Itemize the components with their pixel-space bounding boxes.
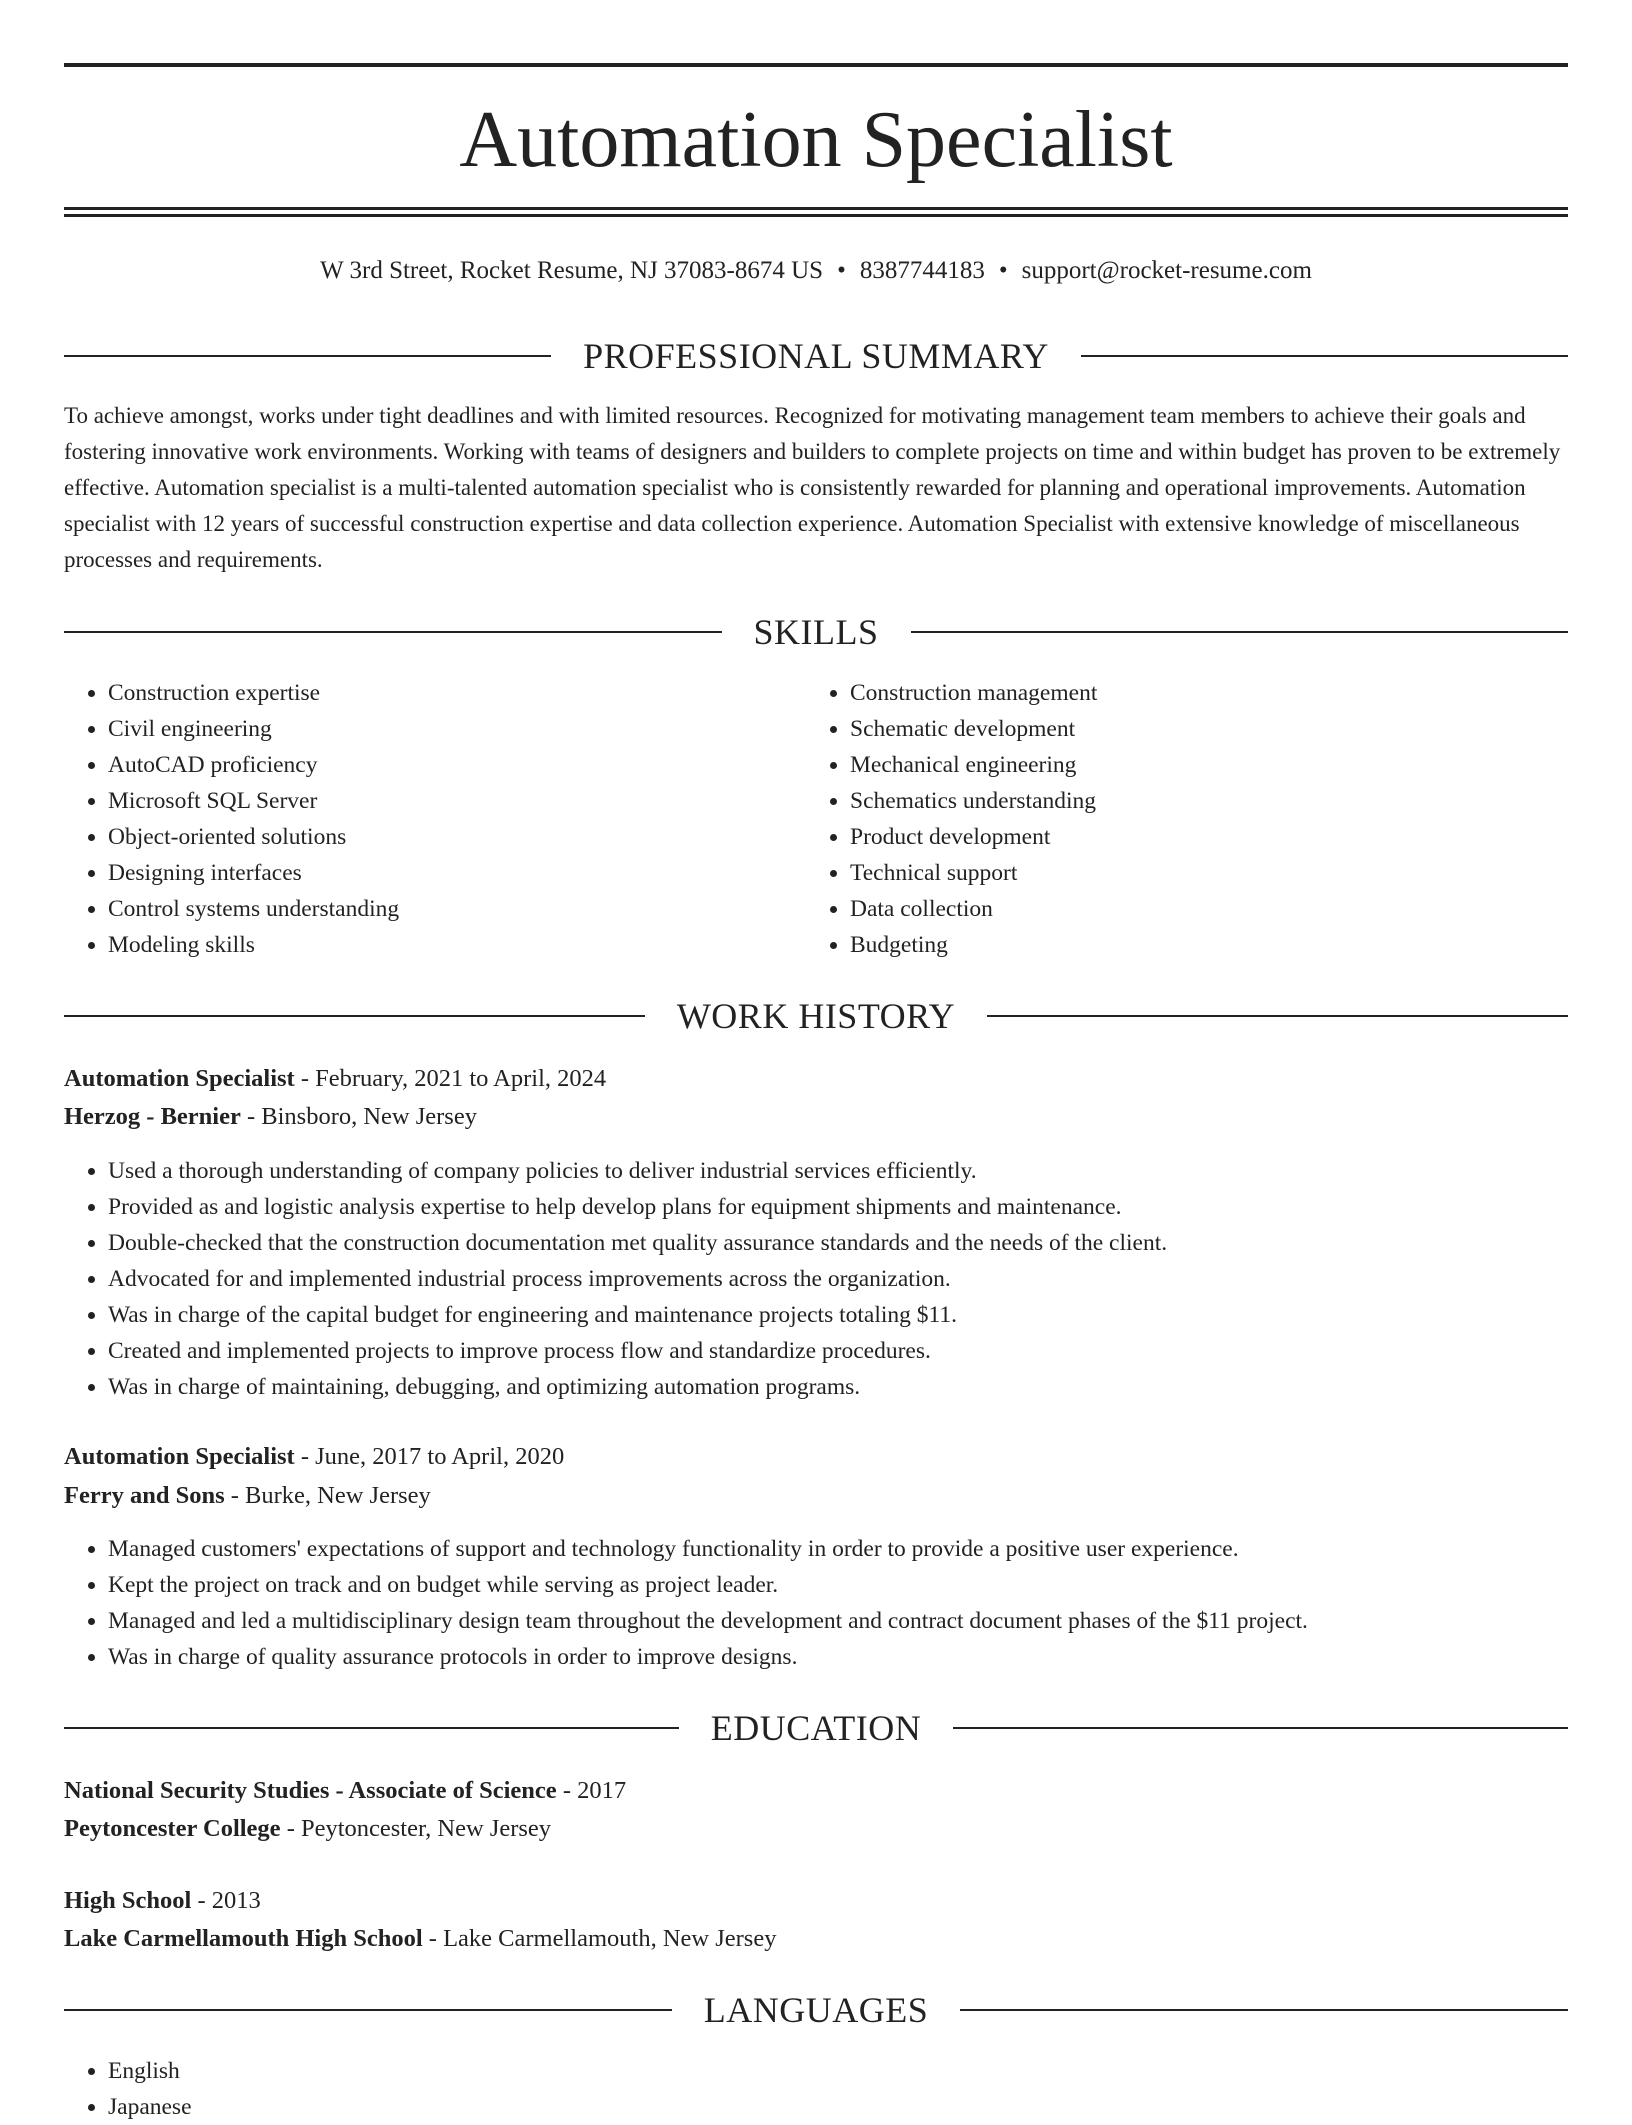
job-title-line bbox=[64, 1060, 1568, 1098]
section-rule bbox=[64, 631, 722, 633]
job-bullet: • Used a thorough understanding of company policies to deliver industrial services efficiently. bbox=[108, 1153, 1612, 1189]
language-item: • English bbox=[108, 2053, 1612, 2089]
skills-list-left bbox=[64, 675, 808, 963]
job-bullet: • Advocated for and implemented industrial process improvements across the organization. bbox=[108, 1261, 1612, 1297]
skill-item: • Microsoft SQL Server bbox=[108, 783, 808, 819]
job-bullet: • Provided as and logistic analysis expertise to help develop plans for equipment shipments and maintenance. bbox=[108, 1189, 1612, 1225]
section-rule bbox=[1081, 355, 1568, 357]
section-header-summary bbox=[64, 334, 1568, 378]
skill-item: • Product development bbox=[850, 819, 1610, 855]
language-item: • Japanese bbox=[108, 2089, 1612, 2125]
job-company: Herzog - Bernier bbox=[64, 1103, 241, 1130]
job-location: - Binsboro, New Jersey bbox=[240, 1103, 477, 1130]
skill-item: • Construction management bbox=[850, 675, 1610, 711]
education-school-line bbox=[64, 1810, 1568, 1848]
section-title: LANGUAGES bbox=[703, 1990, 929, 2030]
title-double-rule-upper bbox=[64, 207, 1568, 210]
job-company-line bbox=[64, 1477, 1568, 1515]
skill-item: • Budgeting bbox=[850, 927, 1610, 963]
job-bullet-list bbox=[64, 1531, 1612, 1675]
job-company: Ferry and Sons bbox=[64, 1482, 225, 1509]
languages-list bbox=[64, 2053, 1612, 2125]
summary-text: To achieve amongst, works under tight deadlines and with limited resources. Recognized for motivating management team members to achieve their goals and fostering innovative work environments. Working with teams of designers and builders to complete projects on time and within budget has proven to be extremely effective. Automation specialist is a multi-talented automation specialist who is consistently rewarded for planning and operational improvements. Automation specialist with 12 years of successful construction expertise and data collection experience. Automation Specialist with extensive knowledge of miscellaneous processes and requirements. bbox=[64, 403, 1561, 572]
job-title: Automation Specialist bbox=[64, 1443, 295, 1470]
section-header-skills bbox=[64, 610, 1568, 654]
education-school: Lake Carmellamouth High School bbox=[64, 1925, 423, 1952]
job-title: Automation Specialist bbox=[64, 1065, 295, 1092]
title-double-rule-lower bbox=[64, 214, 1568, 217]
section-title: WORK HISTORY bbox=[676, 996, 956, 1036]
skill-item: • Technical support bbox=[850, 855, 1610, 891]
section-title: SKILLS bbox=[753, 612, 879, 652]
skill-item: • Civil engineering bbox=[108, 711, 808, 747]
skill-item: • AutoCAD proficiency bbox=[108, 747, 808, 783]
skill-item: • Control systems understanding bbox=[108, 891, 808, 927]
skill-item: • Designing interfaces bbox=[108, 855, 808, 891]
education-school: Peytoncester College bbox=[64, 1815, 281, 1842]
job-bullet: • Created and implemented projects to improve process flow and standardize procedures. bbox=[108, 1333, 1612, 1369]
job-company-line bbox=[64, 1098, 1568, 1136]
job-bullet-list bbox=[64, 1153, 1612, 1405]
top-rule bbox=[64, 63, 1568, 67]
job-bullet: • Was in charge of the capital budget for engineering and maintenance projects totaling $11. bbox=[108, 1297, 1612, 1333]
section-rule bbox=[953, 1727, 1568, 1729]
skills-list-right bbox=[806, 675, 1610, 963]
section-title: EDUCATION bbox=[710, 1708, 922, 1748]
job-bullet: • Kept the project on track and on budget while serving as project leader. bbox=[108, 1567, 1612, 1603]
section-rule bbox=[64, 1015, 645, 1017]
contact-address: W 3rd Street, Rocket Resume, NJ 37083-8674 US bbox=[320, 257, 824, 284]
education-degree: High School bbox=[64, 1887, 192, 1914]
contact-phone: 8387744183 bbox=[859, 257, 985, 284]
section-rule bbox=[960, 2009, 1568, 2011]
section-rule bbox=[911, 631, 1569, 633]
skill-item: • Mechanical engineering bbox=[850, 747, 1610, 783]
section-rule bbox=[64, 2009, 672, 2011]
skill-item: • Modeling skills bbox=[108, 927, 808, 963]
resume-title: Automation Specialist bbox=[459, 96, 1173, 184]
education-school-line bbox=[64, 1920, 1568, 1958]
contact-separator: • bbox=[998, 257, 1008, 284]
job-bullet: • Was in charge of maintaining, debugging, and optimizing automation programs. bbox=[108, 1369, 1612, 1405]
skill-item: • Schematics understanding bbox=[850, 783, 1610, 819]
education-degree: National Security Studies - Associate of Science bbox=[64, 1777, 557, 1804]
section-title: PROFESSIONAL SUMMARY bbox=[583, 336, 1049, 376]
contact-line bbox=[64, 253, 1568, 289]
section-header-work-history bbox=[64, 994, 1568, 1038]
contact-email: support@rocket-resume.com bbox=[1021, 257, 1312, 284]
section-rule bbox=[64, 1727, 679, 1729]
job-location: - Burke, New Jersey bbox=[224, 1482, 431, 1509]
skill-item: • Schematic development bbox=[850, 711, 1610, 747]
skill-item: • Construction expertise bbox=[108, 675, 808, 711]
job-dates: - June, 2017 to April, 2020 bbox=[294, 1443, 565, 1470]
skill-item: • Object-oriented solutions bbox=[108, 819, 808, 855]
education-year: - 2013 bbox=[191, 1887, 261, 1914]
section-header-education bbox=[64, 1706, 1568, 1750]
job-title-line bbox=[64, 1438, 1568, 1476]
education-location: - Lake Carmellamouth, New Jersey bbox=[422, 1925, 777, 1952]
education-degree-line bbox=[64, 1882, 1568, 1920]
section-rule bbox=[64, 355, 551, 357]
section-header-languages bbox=[64, 1988, 1568, 2032]
education-degree-line bbox=[64, 1772, 1568, 1810]
education-year: - 2017 bbox=[556, 1777, 627, 1804]
job-bullet: • Was in charge of quality assurance protocols in order to improve designs. bbox=[108, 1639, 1612, 1675]
contact-separator: • bbox=[837, 257, 846, 284]
job-dates: - February, 2021 to April, 2024 bbox=[294, 1065, 607, 1092]
job-bullet: • Double-checked that the construction documentation met quality assurance standards and the needs of the client. bbox=[108, 1225, 1612, 1261]
skill-item: • Data collection bbox=[850, 891, 1610, 927]
job-bullet: • Managed and led a multidisciplinary design team throughout the development and contract document phases of the $11 project. bbox=[108, 1603, 1612, 1639]
education-location: - Peytoncester, New Jersey bbox=[280, 1815, 552, 1842]
job-bullet: • Managed customers' expectations of support and technology functionality in order to provide a positive user experience. bbox=[108, 1531, 1612, 1567]
section-rule bbox=[987, 1015, 1568, 1017]
